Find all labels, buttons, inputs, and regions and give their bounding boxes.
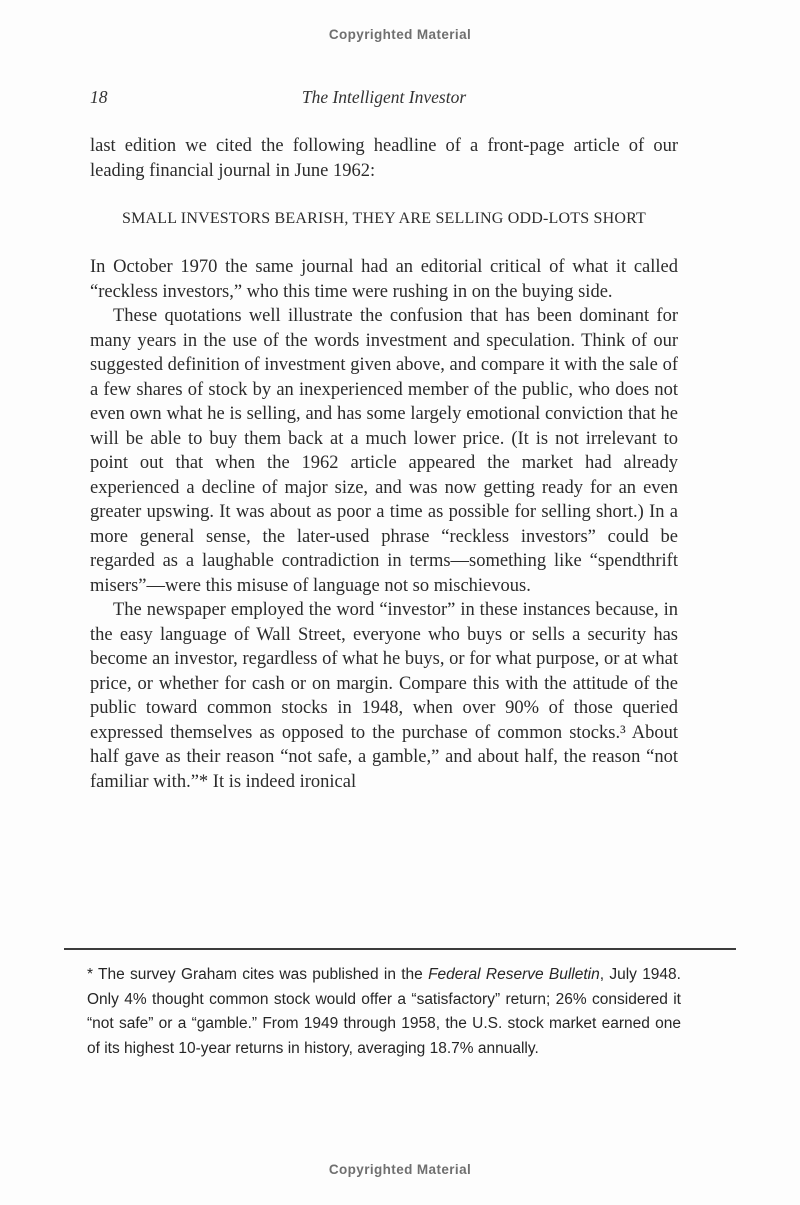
footnote-divider: [64, 948, 736, 950]
paragraph: These quotations well illustrate the confusion that has been dominant for many years in the use of the words investment and speculation. Think of our suggested definition of investment given above, and compare it with the sale of a few shares of stock by an inexperienced member of the public, who does not even own what he is selling, and has some largely emotional conviction that he will be able to buy them back at a much lower price. (It is not irrelevant to point out that when the 1962 article appeared the market had already experienced a decline of major size, and was now getting ready for an even greater upswing. It was about as poor a time as possible for selling short.) In a more general sense, the later-used phrase “reckless investors” could be regarded as a laughable contradiction in terms—something like “spendthrift misers”—were this misuse of language not so mischievous.: [90, 306, 678, 596]
copyright-notice-top: Copyrighted Material: [328, 27, 472, 42]
footnote-text-after-title: , July 1948. Only 4% thought common stock would offer a “satisfactory” return; 26% considered it “not safe” or a “gamble.” From 1949 through 1958, the U.S. stock market earned one of its highest 10-year returns in history, averaging 18.7% annually.: [87, 966, 681, 1057]
body-text: [90, 134, 678, 794]
footnote: [87, 963, 681, 1061]
running-title: The Intelligent Investor: [301, 87, 467, 107]
footnote-area: [64, 948, 736, 1061]
paragraph: The newspaper employed the word “investor” in these instances because, in the easy language of Wall Street, everyone who buys or sells a security has become an investor, regardless of what he buys, or for what purpose, or at what price, or whether for cash or on margin. Compare this with the attitude of the public toward common stocks in 1948, when over 90% of those queried expressed themselves as opposed to the purchase of common stocks.³ About half gave as their reason “not safe, a gamble,” and about half, the reason “not familiar with.”* It is indeed ironical: [90, 600, 678, 792]
paragraph: In October 1970 the same journal had an editorial critical of what it called “reckless investors,” who this time were rushing in on the buying side.: [90, 257, 678, 302]
copyright-notice-bottom: Copyrighted Material: [328, 1162, 472, 1177]
paragraph-continuation: last edition we cited the following headline of a front-page article of our leading financial journal in June 1962:: [90, 136, 678, 181]
news-headline-quote: SMALL INVESTORS BEARISH, THEY ARE SELLING ODD-LOTS SHORT: [121, 210, 647, 227]
page-number: 18: [90, 87, 108, 107]
footnote-journal-title: Federal Reserve Bulletin: [428, 966, 600, 983]
running-header: [90, 87, 678, 108]
footnote-text-before-title: * The survey Graham cites was published in the: [87, 966, 429, 983]
